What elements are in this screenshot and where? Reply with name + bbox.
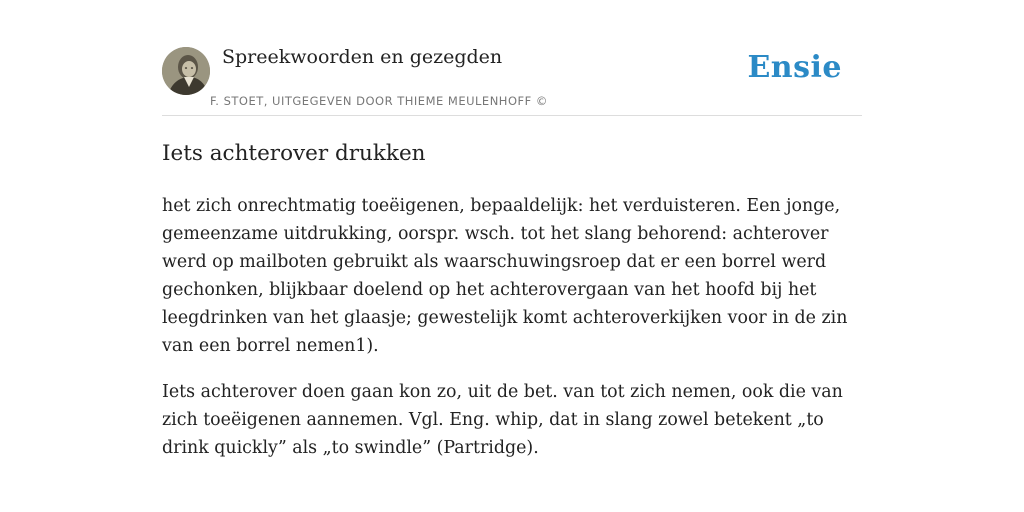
entry-body [162,192,862,480]
book-title[interactable]: Spreekwoorden en gezegden [222,46,503,68]
page-container [162,0,862,512]
book-publisher-line: F. STOET, UITGEGEVEN DOOR THIEME MEULENHOFF © [210,94,548,108]
ensie-logo[interactable]: Ensie [747,50,842,85]
author-portrait-icon [162,47,210,95]
book-header [162,0,862,116]
entry-paragraph: het zich onrechtmatig toeëigenen, bepaaldelijk: het verduisteren. Een jonge, gemeenzame uitdrukking, oorspr. wsch. tot het slang behorend: achterover werd op mailboten gebruikt als waarschuwingsroep dat er een borrel werd gechonken, blijkbaar doelend op het achterovergaan van het hoofd bij het leegdrinken van het glaasje; gewestelijk komt achteroverkijken voor in de zin van een borrel nemen1). [162,196,848,356]
entry-paragraph: Iets achterover doen gaan kon zo, uit de bet. van tot zich nemen, ook die van zich toeëigenen aannemen. Vgl. Eng. whip, dat in slang zowel betekent „to drink quickly” als „to swindle” (Partridge). [162,382,843,458]
entry-title: Iets achterover drukken [162,141,426,166]
author-avatar[interactable] [162,47,210,95]
